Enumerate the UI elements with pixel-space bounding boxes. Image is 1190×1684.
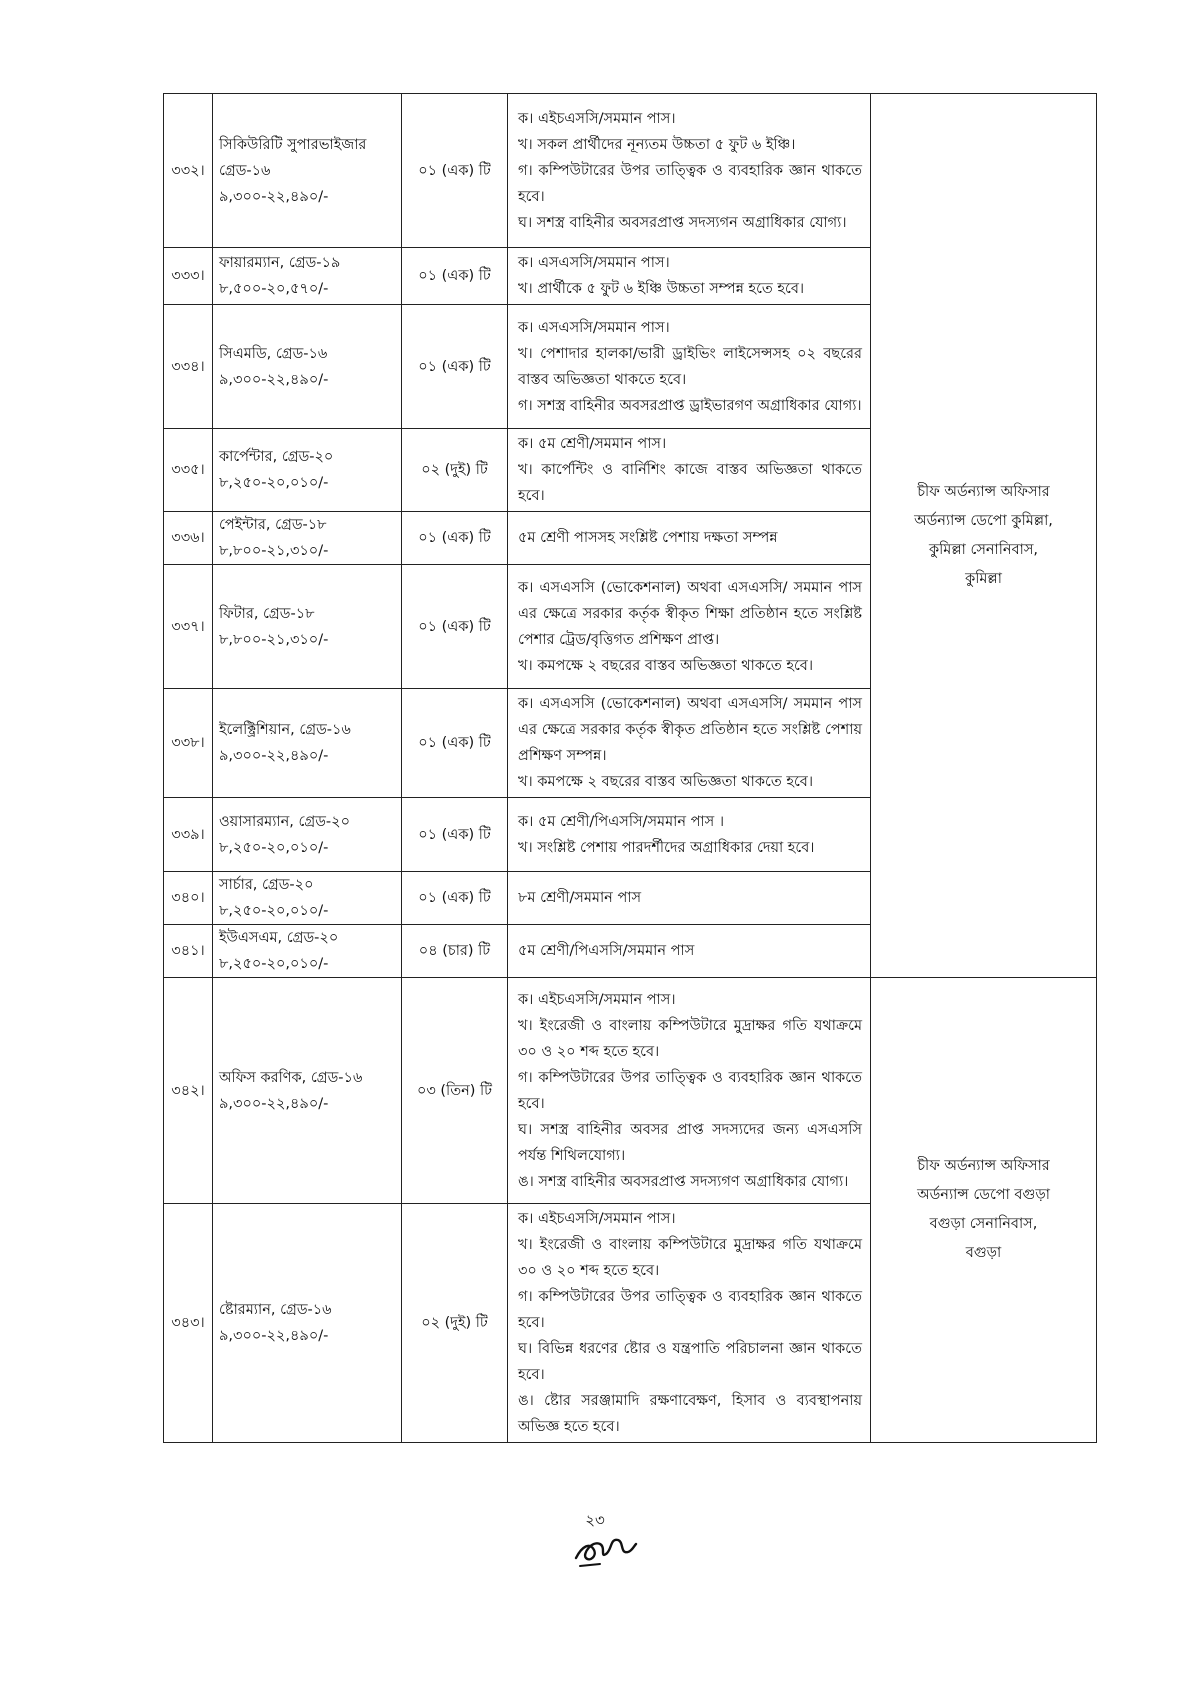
post-cell xyxy=(213,872,402,925)
requirement-line: ক। এসএসসি (ভোকেশনাল) অথবা এসএসসি/ সমমান পাস এর ক্ষেত্রে সরকার কর্তৃক স্বীকৃত প্রতিষ্ঠান হতে সংশ্লিষ্ট পেশায় প্রশিক্ষণ সম্পন্ন। xyxy=(518,696,862,764)
requirement-line: ঘ। সশস্ত্র বাহিনীর অবসর প্রাপ্ত সদস্যদের জন্য এসএসসি পর্যন্ত শিথিলযোগ্য। xyxy=(518,1121,862,1164)
post-line: সার্চার, গ্রেড-২০ xyxy=(219,877,314,893)
requirement-line: ঙ। ষ্টোর সরঞ্জামাদি রক্ষণাবেক্ষণ, হিসাব ও ব্যবস্থাপনায় অভিজ্ঞ হতে হবে। xyxy=(518,1393,862,1435)
requirements-cell xyxy=(508,565,871,689)
requirements-cell xyxy=(508,978,871,1204)
recruitment-table xyxy=(163,93,1097,1443)
post-line: ৮,২৫০-২০,০১০/- xyxy=(219,839,329,856)
requirements-cell xyxy=(508,512,871,565)
requirements-cell xyxy=(508,429,871,512)
post-cell xyxy=(213,798,402,872)
post-line: ৮,২৫০-২০,০১০/- xyxy=(219,956,329,972)
post-cell xyxy=(213,925,402,978)
vacancy-count-cell: ০১ (এক) টি xyxy=(402,689,508,798)
requirement-line: ক। ৫ম শ্রেণী/পিএসসি/সমমান পাস । xyxy=(518,813,725,830)
requirement-line: ৫ম শ্রেণী পাসসহ সংশ্লিষ্ট পেশায় দক্ষতা সম্পন্ন xyxy=(518,530,778,546)
table-row xyxy=(164,94,1097,248)
requirement-line: ক। ৫ম শ্রেণী/সমমান পাস। xyxy=(518,436,667,452)
post-line: কার্পেন্টার, গ্রেড-২০ xyxy=(219,449,334,465)
office-line: চীফ অর্ডন্যান্স অফিসার xyxy=(917,1158,1050,1174)
office-line: কুমিল্লা সেনানিবাস, xyxy=(928,541,1039,558)
office-cell-bogura xyxy=(871,978,1097,1443)
serial-cell: ৩৩৯। xyxy=(164,798,213,872)
serial-cell: ৩৩৮। xyxy=(164,689,213,798)
post-cell xyxy=(213,94,402,248)
requirement-line: ক। এসএসসি/সমমান পাস। xyxy=(518,319,670,336)
vacancy-count-cell: ০২ (দুই) টি xyxy=(402,1204,508,1443)
serial-cell: ৩৩২। xyxy=(164,94,213,248)
serial-cell: ৩৪০। xyxy=(164,872,213,925)
requirements-cell xyxy=(508,872,871,925)
vacancy-count-cell: ০১ (এক) টি xyxy=(402,798,508,872)
post-line: ওয়াসারম্যান, গ্রেড-২০ xyxy=(219,813,351,830)
post-line: ৮,২৫০-২০,০১০/- xyxy=(219,903,329,919)
vacancy-count-cell: ০১ (এক) টি xyxy=(402,94,508,248)
page-number: ২৩ xyxy=(585,1511,605,1529)
post-line: ৮,২৫০-২০,০১০/- xyxy=(219,475,329,491)
office-line: বগুড়া সেনানিবাস, xyxy=(929,1216,1038,1232)
post-line: ৮,৮০০-২১,৩১০/- xyxy=(219,543,329,559)
post-cell xyxy=(213,305,402,429)
office-line: বগুড়া xyxy=(965,1245,1002,1261)
serial-cell: ৩৩৫। xyxy=(164,429,213,512)
requirement-line: খ। কমপক্ষে ২ বছরের বাস্তব অভিজ্ঞতা থাকতে হবে। xyxy=(518,657,814,674)
requirement-line: ক। এইচএসসি/সমমান পাস। xyxy=(518,991,676,1008)
requirement-line: ক। এইচএসসি/সমমান পাস। xyxy=(518,1211,676,1227)
signature-mark xyxy=(570,1528,640,1572)
post-line: ইউএসএম, গ্রেড-২০ xyxy=(219,930,339,946)
requirement-line: খ। ইংরেজী ও বাংলায় কম্পিউটারে মুদ্রাক্ষর গতি যথাক্রমে ৩০ ও ২০ শব্দ হতে হবে। xyxy=(518,1237,862,1279)
requirements-cell xyxy=(508,925,871,978)
post-line: ৯,৩০০-২২,৪৯০/- xyxy=(219,1095,329,1112)
post-line: অফিস করণিক, গ্রেড-১৬ xyxy=(219,1069,363,1086)
requirement-line: ৮ম শ্রেণী/সমমান পাস xyxy=(518,890,642,906)
requirement-line: খ। ইংরেজী ও বাংলায় কম্পিউটারে মুদ্রাক্ষর গতি যথাক্রমে ৩০ ও ২০ শব্দ হতে হবে। xyxy=(518,1017,862,1060)
requirement-line: ক। এইচএসসি/সমমান পাস। xyxy=(518,110,676,127)
requirement-line: খ। কমপক্ষে ২ বছরের বাস্তব অভিজ্ঞতা থাকতে হবে। xyxy=(518,774,814,790)
serial-cell: ৩৩৩। xyxy=(164,248,213,305)
serial-cell: ৩৩৭। xyxy=(164,565,213,689)
office-line: অর্ডন্যান্স ডেপো বগুড়া xyxy=(917,1187,1050,1203)
requirement-line: গ। কম্পিউটারের উপর তাত্ত্বিক ও ব্যবহারিক জ্ঞান থাকতে হবে। xyxy=(518,162,862,205)
post-line: গ্রেড-১৬ xyxy=(219,162,271,179)
requirement-line: খ। সংশ্লিষ্ট পেশায় পারদর্শীদের অগ্রাধিকার দেয়া হবে। xyxy=(518,839,815,856)
post-line: ষ্টোরম্যান, গ্রেড-১৬ xyxy=(219,1302,332,1318)
requirements-cell xyxy=(508,1204,871,1443)
post-line: ৮,৫০০-২০,৫৭০/- xyxy=(219,281,329,297)
requirement-line: ৫ম শ্রেণী/পিএসসি/সমমান পাস xyxy=(518,943,695,959)
office-line: চীফ অর্ডন্যান্স অফিসার xyxy=(917,483,1050,500)
post-line: ৯,৩০০-২২,৪৯০/- xyxy=(219,188,329,205)
requirement-line: ঘ। বিভিন্ন ধরণের ষ্টোর ও যন্ত্রপাতি পরিচালনা জ্ঞান থাকতে হবে। xyxy=(518,1341,862,1383)
requirement-line: খ। সকল প্রার্থীদের নূন্যতম উচ্চতা ৫ ফুট ৬ ইঞ্চি। xyxy=(518,136,796,153)
post-line: ফিটার, গ্রেড-১৮ xyxy=(219,605,315,622)
requirements-cell xyxy=(508,689,871,798)
post-line: ৯,৩০০-২২,৪৯০/- xyxy=(219,371,329,388)
post-line: ৮,৮০০-২১,৩১০/- xyxy=(219,631,329,648)
requirements-cell xyxy=(508,94,871,248)
post-line: সিএমডি, গ্রেড-১৬ xyxy=(219,345,328,362)
vacancy-count-cell: ০১ (এক) টি xyxy=(402,512,508,565)
serial-cell: ৩৪১। xyxy=(164,925,213,978)
post-line: সিকিউরিটি সুপারভাইজার xyxy=(219,136,367,153)
vacancy-count-cell: ০১ (এক) টি xyxy=(402,565,508,689)
post-line: ইলেক্ট্রিশিয়ান, গ্রেড-১৬ xyxy=(219,722,351,738)
vacancy-count-cell: ০২ (দুই) টি xyxy=(402,429,508,512)
requirement-line: ঙ। সশস্ত্র বাহিনীর অবসরপ্রাপ্ত সদস্যগণ অগ্রাধিকার যোগ্য। xyxy=(518,1173,849,1190)
vacancy-count-cell: ০৩ (তিন) টি xyxy=(402,978,508,1204)
requirement-line: খ। প্রার্থীকে ৫ ফুট ৬ ইঞ্চি উচ্চতা সম্পন্ন হতে হবে। xyxy=(518,281,805,297)
serial-cell: ৩৪২। xyxy=(164,978,213,1204)
requirement-line: গ। সশস্ত্র বাহিনীর অবসরপ্রাপ্ত ড্রাইভারগণ অগ্রাধিকার যোগ্য। xyxy=(518,397,862,414)
serial-cell: ৩৪৩। xyxy=(164,1204,213,1443)
requirement-line: খ। পেশাদার হালকা/ভারী ড্রাইভিং লাইসেন্সসহ ০২ বছরের বাস্তব অভিজ্ঞতা থাকতে হবে। xyxy=(518,345,862,388)
office-cell-comilla xyxy=(871,94,1097,978)
vacancy-count-cell: ০১ (এক) টি xyxy=(402,248,508,305)
requirement-line: খ। কার্পেন্টিং ও বার্নিশিং কাজে বাস্তব অভিজ্ঞতা থাকতে হবে। xyxy=(518,462,862,504)
post-cell xyxy=(213,689,402,798)
post-cell xyxy=(213,248,402,305)
post-line: ফায়ারম্যান, গ্রেড-১৯ xyxy=(219,255,341,271)
requirement-line: ক। এসএসসি (ভোকেশনাল) অথবা এসএসসি/ সমমান পাস এর ক্ষেত্রে সরকার কর্তৃক স্বীকৃত শিক্ষা প্রতিষ্ঠান হতে সংশ্লিষ্ট পেশার ট্রেড/বৃত্তিগত প্রশিক্ষণ প্রাপ্ত। xyxy=(518,579,862,648)
requirement-line: গ। কম্পিউটারের উপর তাত্ত্বিক ও ব্যবহারিক জ্ঞান থাকতে হবে। xyxy=(518,1069,862,1112)
post-line: ৯,৩০০-২২,৪৯০/- xyxy=(219,1328,329,1344)
office-line: কুমিল্লা xyxy=(965,570,1002,587)
vacancy-count-cell: ০১ (এক) টি xyxy=(402,872,508,925)
post-cell xyxy=(213,565,402,689)
table-row xyxy=(164,978,1097,1204)
requirements-cell xyxy=(508,248,871,305)
post-cell xyxy=(213,512,402,565)
requirement-line: গ। কম্পিউটারের উপর তাত্ত্বিক ও ব্যবহারিক জ্ঞান থাকতে হবে। xyxy=(518,1289,862,1331)
requirement-line: ক। এসএসসি/সমমান পাস। xyxy=(518,255,670,271)
requirements-cell xyxy=(508,798,871,872)
serial-cell: ৩৩৬। xyxy=(164,512,213,565)
post-cell xyxy=(213,429,402,512)
vacancy-count-cell: ০১ (এক) টি xyxy=(402,305,508,429)
post-cell xyxy=(213,1204,402,1443)
serial-cell: ৩৩৪। xyxy=(164,305,213,429)
requirement-line: ঘ। সশস্ত্র বাহিনীর অবসরপ্রাপ্ত সদস্যগন অগ্রাধিকার যোগ্য। xyxy=(518,214,847,231)
post-line: ৯,৩০০-২২,৪৯০/- xyxy=(219,748,329,764)
vacancy-count-cell: ০৪ (চার) টি xyxy=(402,925,508,978)
post-line: পেইন্টার, গ্রেড-১৮ xyxy=(219,517,327,533)
office-line: অর্ডন্যান্স ডেপো কুমিল্লা, xyxy=(914,512,1053,529)
post-cell xyxy=(213,978,402,1204)
requirements-cell xyxy=(508,305,871,429)
